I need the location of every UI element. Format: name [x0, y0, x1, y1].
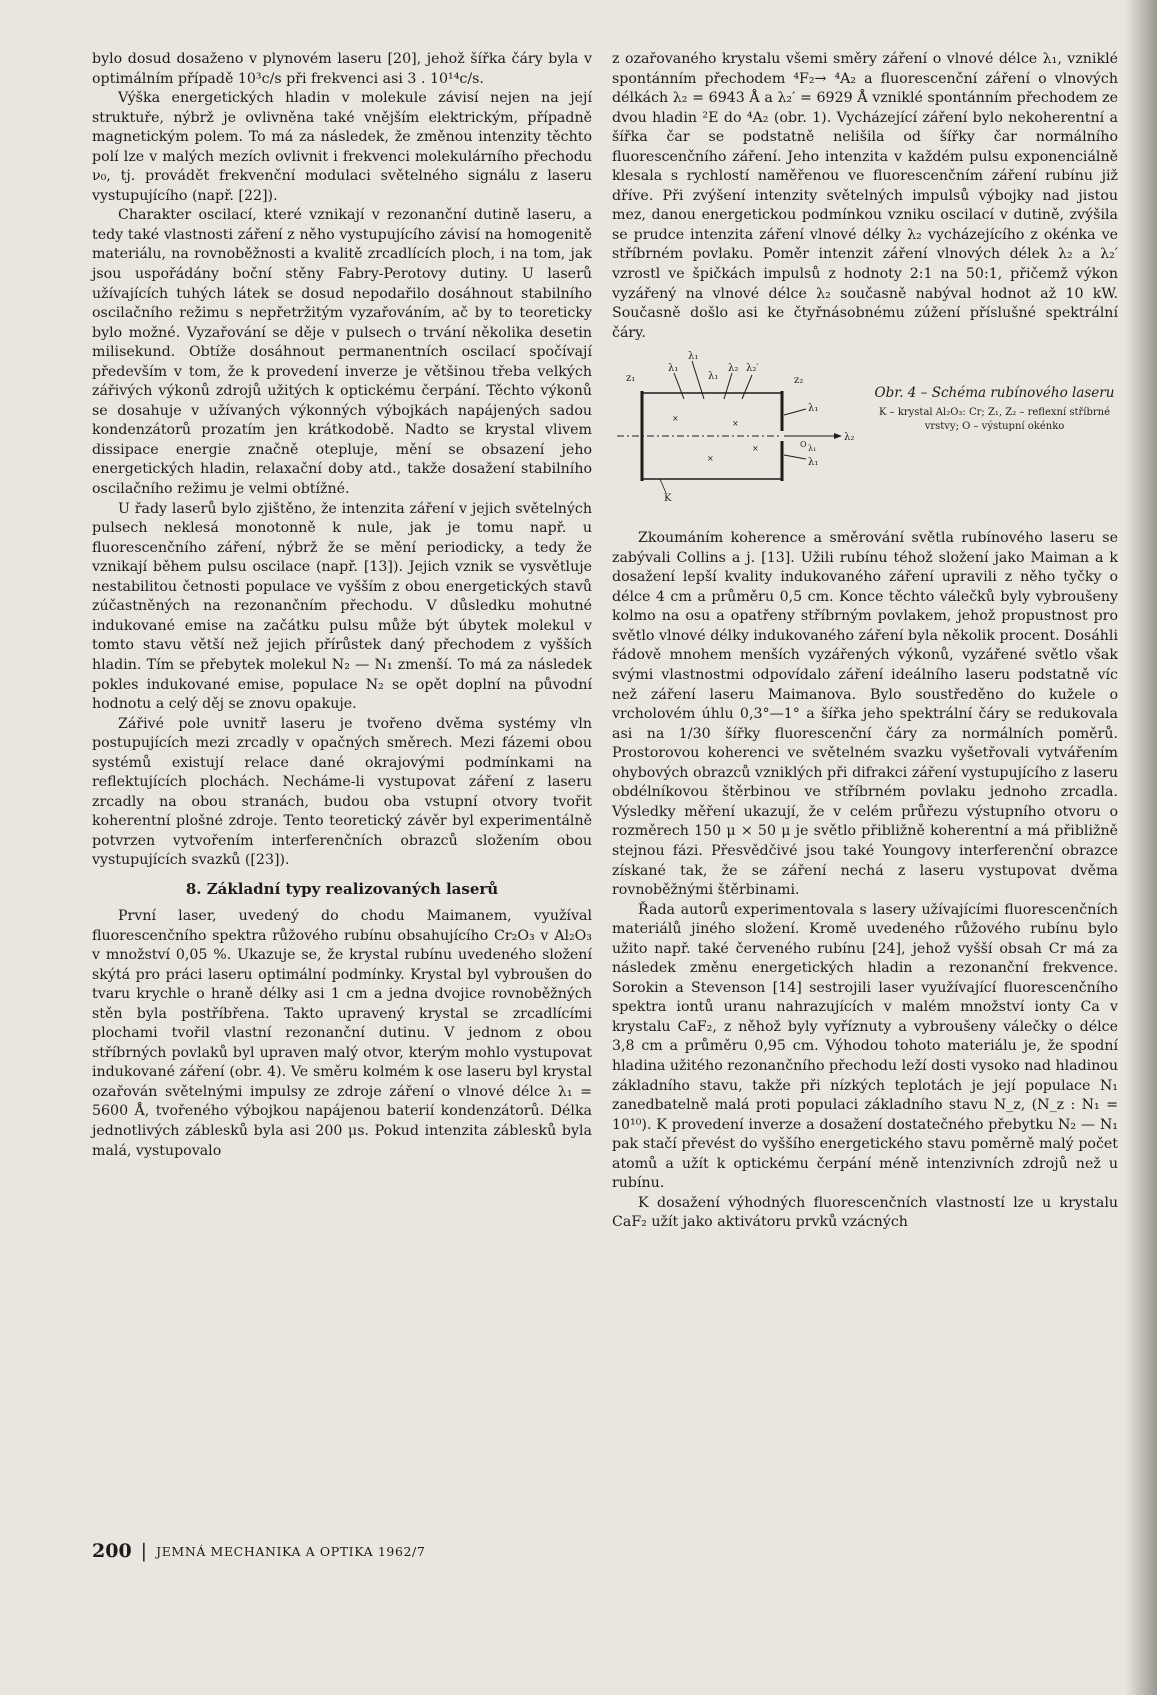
section-heading: 8. Základní typy realizovaných laserů [185, 879, 499, 898]
label-window-o: O [800, 440, 807, 450]
ruby-laser-diagram [612, 351, 862, 501]
label-lambda1: λ₁ [808, 444, 817, 454]
label-lambda2: λ₂ [844, 432, 855, 444]
left-column [92, 50, 592, 1161]
paragraph: U řady laserů bylo zjištěno, že intenzita záření v jejich světelných pulsech neklesá monotonně k nule, jak je tomu např. u fluorescenčního záření, nýbrž že se mění periodicky, a tedy že vznikají během pulsu oscilace (např. [13]). Jejich vznik se vysvětluje nestabilitou četnosti populace ve vyšším z obou energetických stavů zúčastněných na rezonančním přechodu. V důsledku mohutné indukované emise na začátku pulsu může být úbytek molekul v tomto stavu větší než jejich přírůstek daný přechodem z vyšších hladin. Tím se přebytek molekul N₂ — N₁ zmenší. To má za následek pokles indukované emise, populace N₂ se opět doplní na původní hodnotu a celý děj se znovu opakuje. [92, 500, 592, 713]
paragraph: z ozařovaného krystalu všemi směry záření o vlnové délce λ₁, vzniklé spontánním přechodem ⁴F₂→ ⁴A₂ a fluorescenční záření o vlnových délkách λ₂ = 6943 Å a λ₂′ = 6929 Å vzniklé spontánním přechodem ze dvou hladin ²E do ⁴A₂ (obr. 1). Vycházející záření bylo nekoherentní a šířka čar se podstatně nelišila od šířky čar normálního fluorescenčního záření. Jeho intenzita v každém pulsu exponenciálně klesala s rychlostí naměřenou ve fluorescenčním záření rubínu již dříve. Při zvýšení intenzity světelných impulsů výbojky nad jistou mez, danou energetickou podmínkou vzniku oscilací v dutině, zvýšila se prudce intenzita záření vlnové délky λ₂ vycházejícího z okénka ve stříbrném povlaku. Poměr intenzit záření vlnových délek λ₂ a λ₂′ vzrostl ve špičkách impulsů z hodnoty 2:1 na 50:1, přičemž výkon vyzářený na vlnové délce λ₂ současně nabýval hodnot až 10 kW. Současně došlo asi ke čtyřnásobnému zúžení příslušné spektrální čáry. [612, 51, 1118, 341]
label-z1: z₁ [626, 373, 636, 385]
paragraph: Zářivé pole uvnitř laseru je tvořeno dvěma systémy vln postupujících mezi zrcadly v opačných směrech. Mezi fázemi obou systémů existují relace dané okrajovými podmínkami na reflektujících plochách. Necháme-li vystupovat záření z laseru zrcadly na obou stranách, budou oba vstupní otvory tvořit koherentní plošné zdroje. Tento teoretický závěr byl experimentálně potvrzen vytvořením interferenčních obrazců složením obou vystupujících svazků ([23]). [92, 715, 592, 869]
crystal-mark: × [732, 419, 739, 429]
page-footer [92, 1540, 425, 1562]
label-k: K [664, 493, 672, 502]
paragraph: bylo dosud dosaženo v plynovém laseru [20], jehož šířka čáry byla v optimálním případě 10³c/s při frekvenci asi 3 . 10¹⁴c/s. [92, 51, 592, 87]
paragraph: Řada autorů experimentovala s lasery užívajícími fluorescenčních materiálů jiného složení. Kromě uvedeného růžového rubínu bylo užito např. také červeného rubínu [24], jehož vyšší obsah Cr má za následek změnu energetických hladin a rezonanční frekvence. Sorokin a Stevenson [14] sestrojili laser využívající fluorescenčního spektra iontů uranu nahrazujících v malém množství ionty Ca v krystalu CaF₂, z něhož byly vyříznuty a vybroušeny válečky o délce 3,8 cm a průměru 0,95 cm. Výhodou tohoto materiálu je, že spodní hladina užitého rezonančního přechodu leží dosti vysoko nad hladinou základního stavu, takže při nízkých teplotách je její populace N₁ zanedbatelně malá proti populaci základního stavu N_z, (N_z : N₁ = 10¹⁰). K provedení inverze a dosažení dostatečného přebytku N₂ — N₁ pak stačí převést do vyššího energetického stavu poměrně malý počet atomů a užít k optickému čerpání méně intenzivních zdrojů než u rubínu. [612, 901, 1119, 1192]
right-column [612, 50, 1118, 1233]
label-lambda1: λ₁ [808, 403, 819, 415]
journal-name: JEMNÁ MECHANIKA A OPTIKA 1962/7 [156, 1543, 426, 1559]
paragraph: K dosažení výhodných fluorescenčních vlastností lze u krystalu CaF₂ užít jako aktivátoru prvků vzácných [612, 1194, 1118, 1231]
fluorescence-arrow [742, 375, 752, 399]
paragraph: Zkoumáním koherence a směrování světla rubínového laseru se zabývali Collins a j. [13]. Užili rubínu téhož složení jako Maiman a k dosažení lepší kvality indukovaného záření upravili z něho tyčky o délce 4 cm a průměru 0,5 cm. Konce těchto válečků byly vybroušeny kolmo na osu a opatřeny stříbrným povlakem, jehož propustnost pro světlo vlnové délky indukovaného záření byla několik procent. Dosáhli řádově mnohem menších vyzářených výkonů, vyzářené světlo však svými vlastnostmi odpovídalo záření ideálního laseru podstatně víc než záření laseru Maimanova. Bylo soustředěno do kužele o vrcholovém úhlu 0,3°—1° a šířka jeho spektrální čáry se redukovala asi na 1/30 šířky fluorescenční čáry za normálních poměrů. Prostorovou koherenci ve světelném svazku vyšetřovali vytvářením ohybových obrazců vzniklých při difrakci záření vystupujícího z laseru obdélníkovou štěrbinou ve stříbrném povlaku jednoho zrcadla. Výsledky měření ukazují, že v celém průřezu výstupního otvoru o rozměrech 150 μ × 50 μ je světlo přibližně koherentní a má přibližně stejnou fázi. Přesvědčivé jsou také Youngovy interferenční obrazce získané tak, že se záření nechá z laseru vystupovat dvěma rovnoběžnými štěrbinami. [612, 530, 1118, 899]
label-lambda1: λ₁ [668, 363, 679, 375]
side-arrow [784, 409, 806, 415]
output-window [780, 431, 784, 441]
paragraph: Výška energetických hladin v molekule závisí nejen na její struktuře, nýbrž je ovlivněna také vnějším elektrickým, případně magnetickým polem. To má za následek, že změnou intenzity těchto polí lze v malých mezích ovlivnit i frekvenci molekulárního přechodu ν₀, tj. provádět frekvenční modulaci světelného signálu z laseru vystupujícího (např. [22]). [92, 90, 592, 204]
label-lambda1: λ₁ [708, 371, 719, 383]
page-edge-shadow [1125, 0, 1157, 1695]
crystal-mark: × [752, 444, 759, 454]
label-z2: z₂ [794, 375, 804, 387]
footer-separator: | [140, 1540, 148, 1562]
crystal-mark: × [707, 454, 714, 464]
crystal-mark: × [672, 414, 679, 424]
caption-text: K – krystal Al₂O₃: Cr; Z₁, Z₂ – reflexní stříbrné vrstvy; O – výstupní okénko [878, 407, 1110, 433]
label-lambda2-prime: λ₂′ [746, 363, 759, 375]
caption-title: Obr. 4 – Schéma rubínového laseru [874, 385, 1115, 402]
paragraph: První laser, uvedený do chodu Maimanem, využíval fluorescenčního spektra růžového rubínu obsahujícího Cr₂O₃ v Al₂O₃ v množství 0,05 %. Ukazuje se, že krystal rubínu uvedeného složení skýtá pro práci laseru optimální podmínky. Krystal byl vybroušen do tvaru krychle o hraně délky asi 1 cm a jedna dvojice rovnoběžných stěn byla postříbřena. Takto upravený krystal se zrcadlícími plochami tvořil vlastní rezonanční dutinu. V jednom z obou stříbrných povlaků byl upraven malý otvor, kterým mohlo vystupovat indukované záření (obr. 4). Ve směru kolmém k ose laseru byl krystal ozařován světelnými impulsy ze zdroje záření o vlnové délce λ₁ = 5600 Å, tvořeného výbojkou napájenou baterií kondenzátorů. Délka jednotlivých záblesků byla asi 200 μs. Pokud intenzita záblesků byla malá, vystupovalo [92, 907, 592, 1159]
figure-caption [872, 385, 1117, 434]
side-arrow [784, 455, 806, 459]
page-number: 200 [92, 1540, 132, 1562]
label-lambda2: λ₂ [728, 363, 739, 375]
fluorescence-arrow [724, 373, 732, 399]
label-lambda1: λ₁ [808, 457, 819, 469]
paragraph: Charakter oscilací, které vznikají v rezonanční dutině laseru, a tedy také vlastnosti záření z něho vystupujícího závisí na homogenitě materiálu, na rovnoběžnosti a kvalitě zrcadlících ploch, i na tom, jak jsou uspořádány boční stěny Fabry-Perotovy dutiny. U laserů užívajících tuhých látek se dosud nepodařilo dosáhnout stabilního oscilačního režimu s nepřetržitým vyzařováním, ač by to teoreticky bylo možné. Vyzařování se děje v pulsech o trvání několika desetin milisekund. Obtíže dosáhnout permanentních oscilací spočívají především v tom, že k provedení inverze je většinou třeba velkých zářivých výkonů zdrojů užitých k optickému čerpání. Těchto výkonů se dosahuje v užívaných výkonných výbojkách napájených sadou kondenzátorů prozatím jen krátkodobě. Nadto se krystal vlivem dissipace energie značně otepluje, mění se obsazení jeho energetických hladin, relaxační doby atd., takže dosažení stabilního oscilačního režimu je velmi obtížné. [92, 207, 592, 498]
figure-4 [612, 351, 1118, 501]
label-lambda1: λ₁ [688, 351, 699, 363]
k-leader [660, 479, 666, 493]
output-arrow [834, 433, 842, 439]
pump-arrow [674, 373, 684, 399]
